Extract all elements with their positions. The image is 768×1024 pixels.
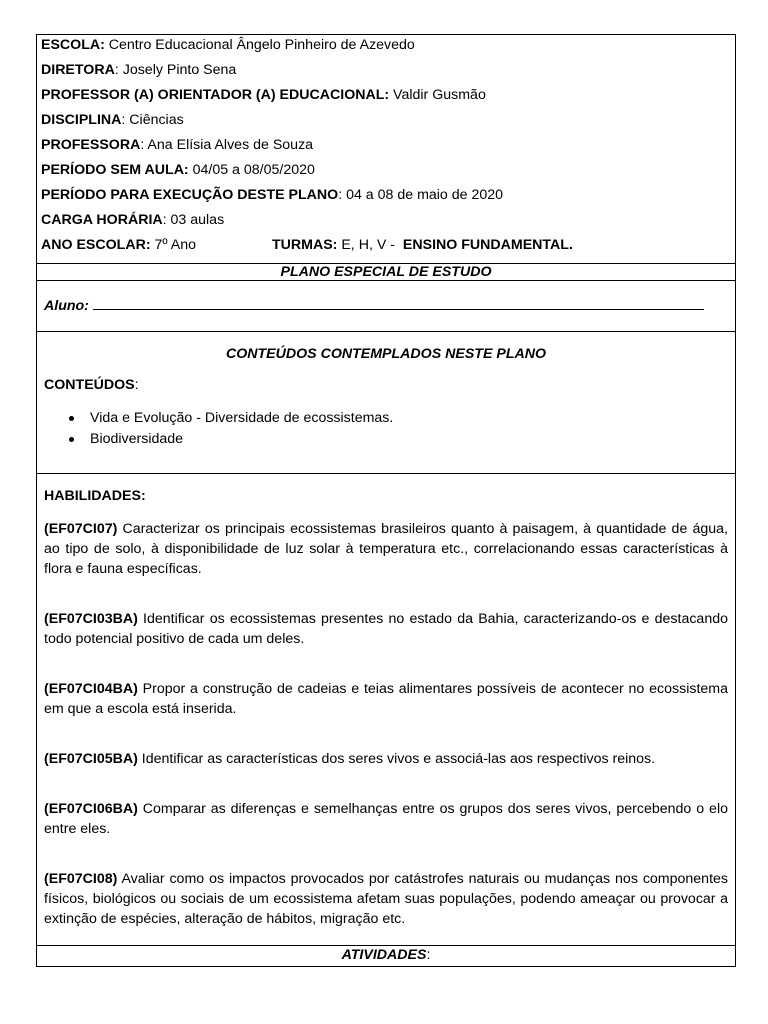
director-line (41, 60, 731, 85)
no-class-period-value: 04/05 a 08/05/2020 (188, 162, 315, 178)
skill-item (44, 519, 728, 579)
classes-label: TURMAS: (271, 237, 338, 253)
contents-label-suffix: : (134, 377, 139, 393)
contents-list (44, 408, 728, 450)
subject-label: DISCIPLINA (41, 112, 122, 128)
teacher-label: PROFESSORA (41, 137, 141, 153)
skill-text: Propor a construção de cadeias e teias alimentares possíveis de acontecer no ecossistema em que a escola está inserida. (44, 681, 728, 717)
workload-value: : 03 aulas (162, 212, 225, 228)
plan-title: PLANO ESPECIAL DE ESTUDO (36, 263, 736, 280)
skill-text: Avaliar como os impactos provocados por catástrofes naturais ou mudanças nos componentes físicos, biológicos ou sociais de um ecossistema afetam suas populações, podendo ameaçar ou provocar a extinção de espécies, alteração de hábitos, migração etc. (44, 871, 728, 927)
no-class-period-line (41, 160, 731, 185)
advisor-label: PROFESSOR (A) ORIENTADOR (A) EDUCACIONAL: (41, 87, 390, 103)
subject-value: : Ciências (121, 112, 184, 128)
grade-line (41, 235, 731, 260)
skill-code: (EF07CI07) (44, 521, 118, 537)
list-item: Vida e Evolução - Diversidade de ecossistemas. (90, 408, 728, 429)
teacher-value: : Ana Elísia Alves de Souza (140, 137, 314, 153)
skill-item (44, 609, 728, 649)
skill-code: (EF07CI04BA) (44, 681, 138, 697)
classes-value: E, H, V - (337, 237, 399, 253)
workload-label: CARGA HORÁRIA (41, 212, 163, 228)
lesson-plan-document (36, 34, 736, 967)
execution-period-line (41, 185, 731, 210)
subject-line (41, 110, 731, 135)
no-class-period-label: PERÍODO SEM AULA: (41, 162, 189, 178)
workload-line (41, 210, 731, 235)
skill-item (44, 749, 728, 769)
skill-item (44, 869, 728, 929)
education-level-label: ENSINO FUNDAMENTAL. (402, 237, 573, 253)
advisor-value: Valdir Gusmão (389, 87, 486, 103)
advisor-line (41, 85, 731, 110)
director-value: : Josely Pinto Sena (114, 62, 237, 78)
teacher-line (41, 135, 731, 160)
skill-text: Identificar os ecossistemas presentes no estado da Bahia, caracterizando-os e destacando todo potencial positivo de cada um deles. (44, 611, 728, 647)
director-label: DIRETORA (41, 62, 115, 78)
contents-label-line (44, 377, 728, 393)
skill-item (44, 679, 728, 719)
skill-code: (EF07CI06BA) (44, 801, 138, 817)
activities-header (36, 945, 736, 967)
contents-section (36, 331, 736, 473)
school-value: Centro Educacional Ângelo Pinheiro de Azevedo (104, 37, 415, 53)
school-line (41, 35, 731, 60)
student-field[interactable] (36, 280, 736, 331)
skill-text: Comparar as diferenças e semelhanças entre os grupos dos seres vivos, percebendo o elo entre eles. (44, 801, 728, 837)
list-item: Biodiversidade (90, 429, 728, 450)
header-block (36, 34, 736, 263)
skill-code: (EF07CI05BA) (44, 751, 138, 767)
school-label: ESCOLA: (41, 37, 105, 53)
skill-text: Identificar as características dos seres vivos e associá-las aos respectivos reinos. (137, 751, 656, 767)
student-name-blank[interactable] (93, 295, 704, 310)
skill-item (44, 799, 728, 839)
contents-section-title: CONTEÚDOS CONTEMPLADOS NESTE PLANO (225, 346, 547, 362)
grade-value: 7º Ano (150, 237, 196, 253)
activities-title-suffix: : (426, 947, 431, 963)
skill-text: Caracterizar os principais ecossistemas brasileiros quanto à paisagem, à quantidade de água, ao tipo de solo, à disponibilidade de luz solar à temperatura etc., correlacionando essas características à flora e fauna específicas. (44, 521, 728, 577)
contents-label: CONTEÚDOS (44, 377, 135, 393)
grade-label: ANO ESCOLAR: (41, 237, 151, 253)
execution-period-label: PERÍODO PARA EXECUÇÃO DESTE PLANO (41, 187, 339, 203)
skills-section (36, 473, 736, 945)
activities-title: ATIVIDADES (341, 947, 427, 963)
skills-title: HABILIDADES: (44, 488, 146, 504)
student-label: Aluno: (44, 298, 89, 314)
skill-code: (EF07CI03BA) (44, 611, 138, 627)
skill-code: (EF07CI08) (44, 871, 118, 887)
execution-period-value: : 04 a 08 de maio de 2020 (338, 187, 504, 203)
